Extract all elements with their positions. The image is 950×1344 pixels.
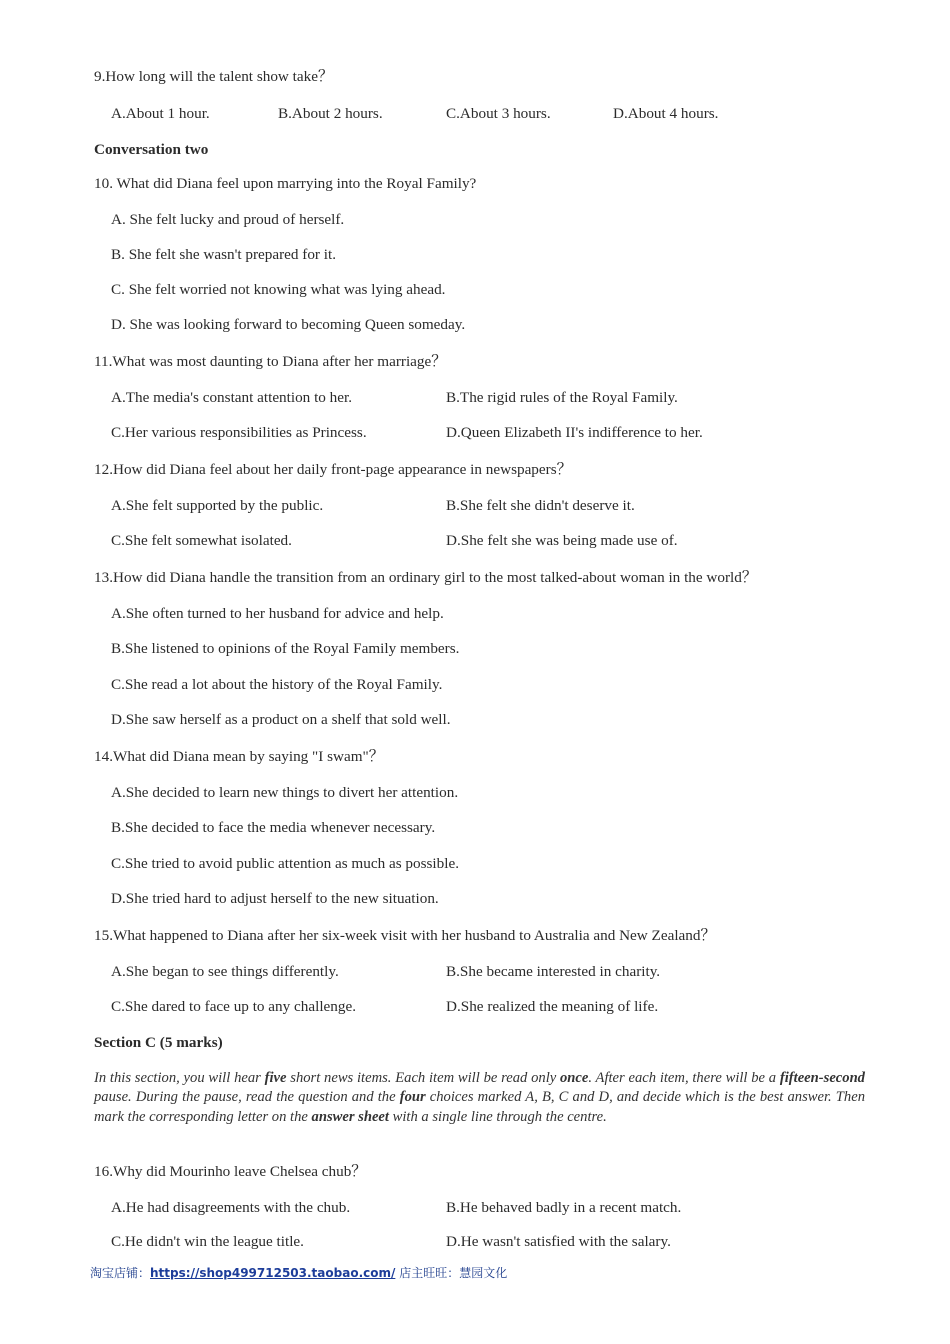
q10-option-c: C. She felt worried not knowing what was lying ahead.	[111, 281, 446, 298]
section-c-instructions: In this section, you will hear five short news items. Each item will be read only once. After each item, there will be a fifteen-second pause. During the pause, read the question and the four choices marked A, B, C and D, and decide which is the best answer. Then mark the corresponding letter on the answer sheet with a single line through the centre.	[94, 1070, 865, 1125]
q10-option-b: B. She felt she wasn't prepared for it.	[111, 246, 337, 263]
question-11: 11.What was most daunting to Diana after her marriage？	[94, 353, 447, 370]
q11-option-d: D.Queen Elizabeth II's indifference to her.	[446, 424, 703, 441]
q16-option-d: D.He wasn't satisfied with the salary.	[446, 1233, 671, 1250]
q13-option-a: A.She often turned to her husband for advice and help.	[111, 605, 444, 622]
q11-option-a: A.The media's constant attention to her.	[111, 389, 353, 406]
q15-option-c: C.She dared to face up to any challenge.	[111, 998, 357, 1015]
q11-option-c: C.Her various responsibilities as Princess.	[111, 424, 367, 441]
shop-link[interactable]: https://shop499712503.taobao.com/	[150, 1266, 396, 1280]
q15-option-d: D.She realized the meaning of life.	[446, 998, 659, 1015]
q9-option-b: B.About 2 hours.	[278, 105, 383, 122]
q10-option-a: A. She felt lucky and proud of herself.	[111, 211, 345, 228]
q14-option-a: A.She decided to learn new things to divert her attention.	[111, 784, 459, 801]
question-9: 9.How long will the talent show take？	[94, 68, 334, 85]
q14-option-c: C.She tried to avoid public attention as much as possible.	[111, 855, 459, 872]
q9-option-d: D.About 4 hours.	[613, 105, 719, 122]
conversation-two-heading: Conversation two	[94, 141, 209, 158]
q15-option-b: B.She became interested in charity.	[446, 963, 661, 980]
question-15: 15.What happened to Diana after her six-week visit with her husband to Australia and New Zealand？	[94, 927, 716, 944]
q16-option-b: B.He behaved badly in a recent match.	[446, 1199, 682, 1216]
q12-option-d: D.She felt she was being made use of.	[446, 532, 678, 549]
question-12: 12.How did Diana feel about her daily front-page appearance in newspapers？	[94, 461, 572, 478]
q13-option-b: B.She listened to opinions of the Royal Family members.	[111, 640, 460, 657]
q10-option-d: D. She was looking forward to becoming Queen someday.	[111, 316, 466, 333]
question-10: 10. What did Diana feel upon marrying into the Royal Family?	[94, 175, 477, 192]
footer	[90, 1264, 507, 1281]
question-13: 13.How did Diana handle the transition from an ordinary girl to the most talked-about woman in the world？	[94, 569, 758, 586]
section-c-heading: Section C (5 marks)	[94, 1034, 223, 1051]
q16-option-c: C.He didn't win the league title.	[111, 1233, 304, 1250]
footer-owner: 店主旺旺：慧园文化	[395, 1266, 508, 1280]
q15-option-a: A.She began to see things differently.	[111, 963, 339, 980]
q9-option-c: C.About 3 hours.	[446, 105, 551, 122]
q12-option-c: C.She felt somewhat isolated.	[111, 532, 292, 549]
q16-option-a: A.He had disagreements with the chub.	[111, 1199, 351, 1216]
footer-shop-label: 淘宝店铺：	[90, 1266, 151, 1280]
question-14: 14.What did Diana mean by saying "I swam"？	[94, 748, 384, 765]
q9-option-a: A.About 1 hour.	[111, 105, 210, 122]
q11-option-b: B.The rigid rules of the Royal Family.	[446, 389, 678, 406]
question-16: 16.Why did Mourinho leave Chelsea chub？	[94, 1163, 367, 1180]
q12-option-a: A.She felt supported by the public.	[111, 497, 324, 514]
q14-option-d: D.She tried hard to adjust herself to the new situation.	[111, 890, 439, 907]
q13-option-d: D.She saw herself as a product on a shelf that sold well.	[111, 711, 451, 728]
q12-option-b: B.She felt she didn't deserve it.	[446, 497, 635, 514]
q13-option-c: C.She read a lot about the history of the Royal Family.	[111, 676, 443, 693]
q14-option-b: B.She decided to face the media whenever necessary.	[111, 819, 436, 836]
